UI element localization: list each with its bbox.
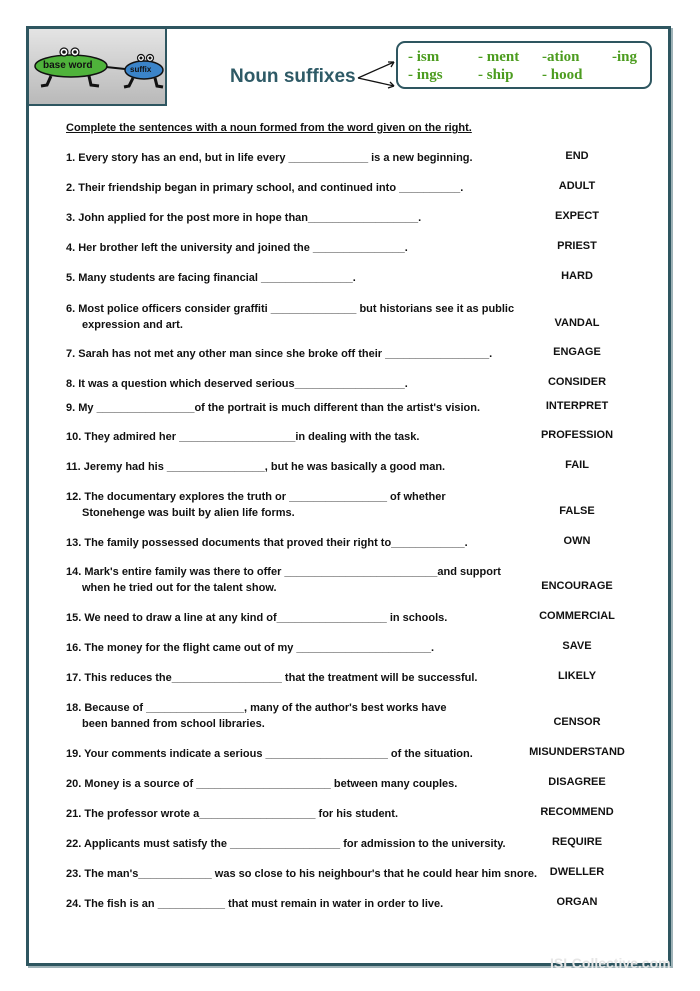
question-text: [66, 670, 478, 686]
root-word: ADULT: [558, 180, 596, 192]
root-word: REQUIRE: [551, 836, 603, 848]
suffix-item: - ship: [478, 67, 514, 83]
question-text: [66, 346, 492, 362]
root-word: HARD: [561, 270, 593, 282]
question-text: [66, 489, 446, 521]
question-text: [66, 866, 537, 882]
question-line: 1. Every story has an end, but in life every _____________ is a new beginning.: [66, 152, 473, 164]
root-word: END: [565, 150, 589, 162]
question-text: [66, 301, 514, 333]
root-word: RECOMMEND: [540, 806, 614, 818]
root-word: PROFESSION: [540, 429, 614, 441]
arrows-icon: [356, 56, 398, 90]
suffix-item: - ism: [408, 49, 440, 65]
question-line: 23. The man's____________ was so close to his neighbour's that he could hear him snore.: [66, 868, 538, 880]
page-title: Noun suffixes: [230, 66, 356, 87]
logo-suffix: suffix: [130, 65, 152, 74]
question-line: 4. Her brother left the university and joined the _______________.: [66, 242, 408, 254]
root-word: FALSE: [559, 505, 595, 517]
question-text: [66, 776, 457, 792]
question-line: 5. Many students are facing financial _______________.: [66, 272, 356, 284]
question-line: expression and art.: [82, 319, 183, 331]
root-word: INTERPRET: [545, 400, 609, 412]
root-word: EXPECT: [554, 210, 599, 222]
logo-base-word: base word: [43, 60, 93, 71]
instruction: Complete the sentences with a noun formed from the word given on the right.: [66, 122, 472, 134]
question-text: [66, 180, 463, 196]
question-line: 3. John applied for the post more in hope than__________________.: [66, 212, 422, 224]
question-text: [66, 400, 480, 416]
suffix-item: - hood: [542, 67, 583, 83]
suffix-item: - ings: [408, 67, 443, 83]
question-line: 12. The documentary explores the truth or ________________ of whether: [66, 491, 446, 503]
question-line: been banned from school libraries.: [82, 718, 265, 730]
question-line: 16. The money for the flight came out of my ______________________.: [66, 642, 435, 654]
question-text: [66, 806, 398, 822]
question-text: [66, 564, 501, 596]
question-text: [66, 700, 446, 732]
question-line: 8. It was a question which deserved serious__________________.: [66, 378, 408, 390]
question-line: 6. Most police officers consider graffiti ______________ but historians see it as public: [66, 303, 515, 315]
question-line: 22. Applicants must satisfy the __________________ for admission to the university.: [66, 838, 506, 850]
question-line: when he tried out for the talent show.: [82, 582, 277, 594]
question-line: 20. Money is a source of ______________________ between many couples.: [66, 778, 458, 790]
root-word: ENGAGE: [553, 346, 601, 358]
question-text: [66, 376, 408, 392]
root-word: PRIEST: [557, 240, 597, 252]
question-text: [66, 610, 447, 626]
root-word: OWN: [563, 535, 591, 547]
question-text: [66, 210, 421, 226]
question-line: 17. This reduces the__________________ that the treatment will be successful.: [66, 672, 478, 684]
question-text: [66, 535, 468, 551]
root-word: LIKELY: [557, 670, 597, 682]
suffix-item: -ing: [612, 49, 638, 65]
suffix-box: [396, 41, 652, 89]
question-line: 9. My ________________of the portrait is much different than the artist's vision.: [66, 402, 481, 414]
logo: [29, 29, 167, 106]
root-word: VANDAL: [554, 317, 600, 329]
question-line: 2. Their friendship began in primary school, and continued into __________.: [66, 182, 464, 194]
question-text: [66, 896, 443, 912]
root-word: CENSOR: [553, 716, 601, 728]
question-line: 7. Sarah has not met any other man since she broke off their _________________.: [66, 348, 493, 360]
question-line: 21. The professor wrote a___________________ for his student.: [66, 808, 398, 820]
question-line: 14. Mark's entire family was there to offer _________________________and support: [66, 566, 501, 578]
question-text: [66, 429, 419, 445]
watermark: ISLCollective.com: [550, 955, 671, 971]
question-text: [66, 836, 506, 852]
question-text: [66, 640, 434, 656]
question-text: [66, 150, 473, 166]
suffix-item: - ment: [478, 49, 520, 65]
question-line: 13. The family possessed documents that proved their right to____________.: [66, 537, 468, 549]
question-line: 11. Jeremy had his ________________, but he was basically a good man.: [66, 461, 446, 473]
question-line: 24. The fish is an ___________ that must remain in water in order to live.: [66, 898, 444, 910]
question-line: Stonehenge was built by alien life forms.: [82, 507, 295, 519]
root-word: FAIL: [565, 459, 589, 471]
question-text: [66, 270, 356, 286]
root-word: DISAGREE: [548, 776, 606, 788]
question-line: 15. We need to draw a line at any kind of__________________ in schools.: [66, 612, 448, 624]
root-word: ORGAN: [556, 896, 598, 908]
suffix-item: -ation: [542, 49, 580, 65]
question-line: 18. Because of ________________, many of the author's best works have: [66, 702, 447, 714]
root-word: ENCOURAGE: [541, 580, 613, 592]
root-word: SAVE: [562, 640, 592, 652]
question-text: [66, 746, 473, 762]
root-word: MISUNDERSTAND: [529, 746, 625, 758]
root-word: COMMERCIAL: [539, 610, 615, 622]
root-word: DWELLER: [549, 866, 605, 878]
question-line: 19. Your comments indicate a serious ____________________ of the situation.: [66, 748, 473, 760]
question-text: [66, 240, 408, 256]
question-line: 10. They admired her ___________________in dealing with the task.: [66, 431, 420, 443]
root-word: CONSIDER: [547, 376, 607, 388]
question-text: [66, 459, 445, 475]
